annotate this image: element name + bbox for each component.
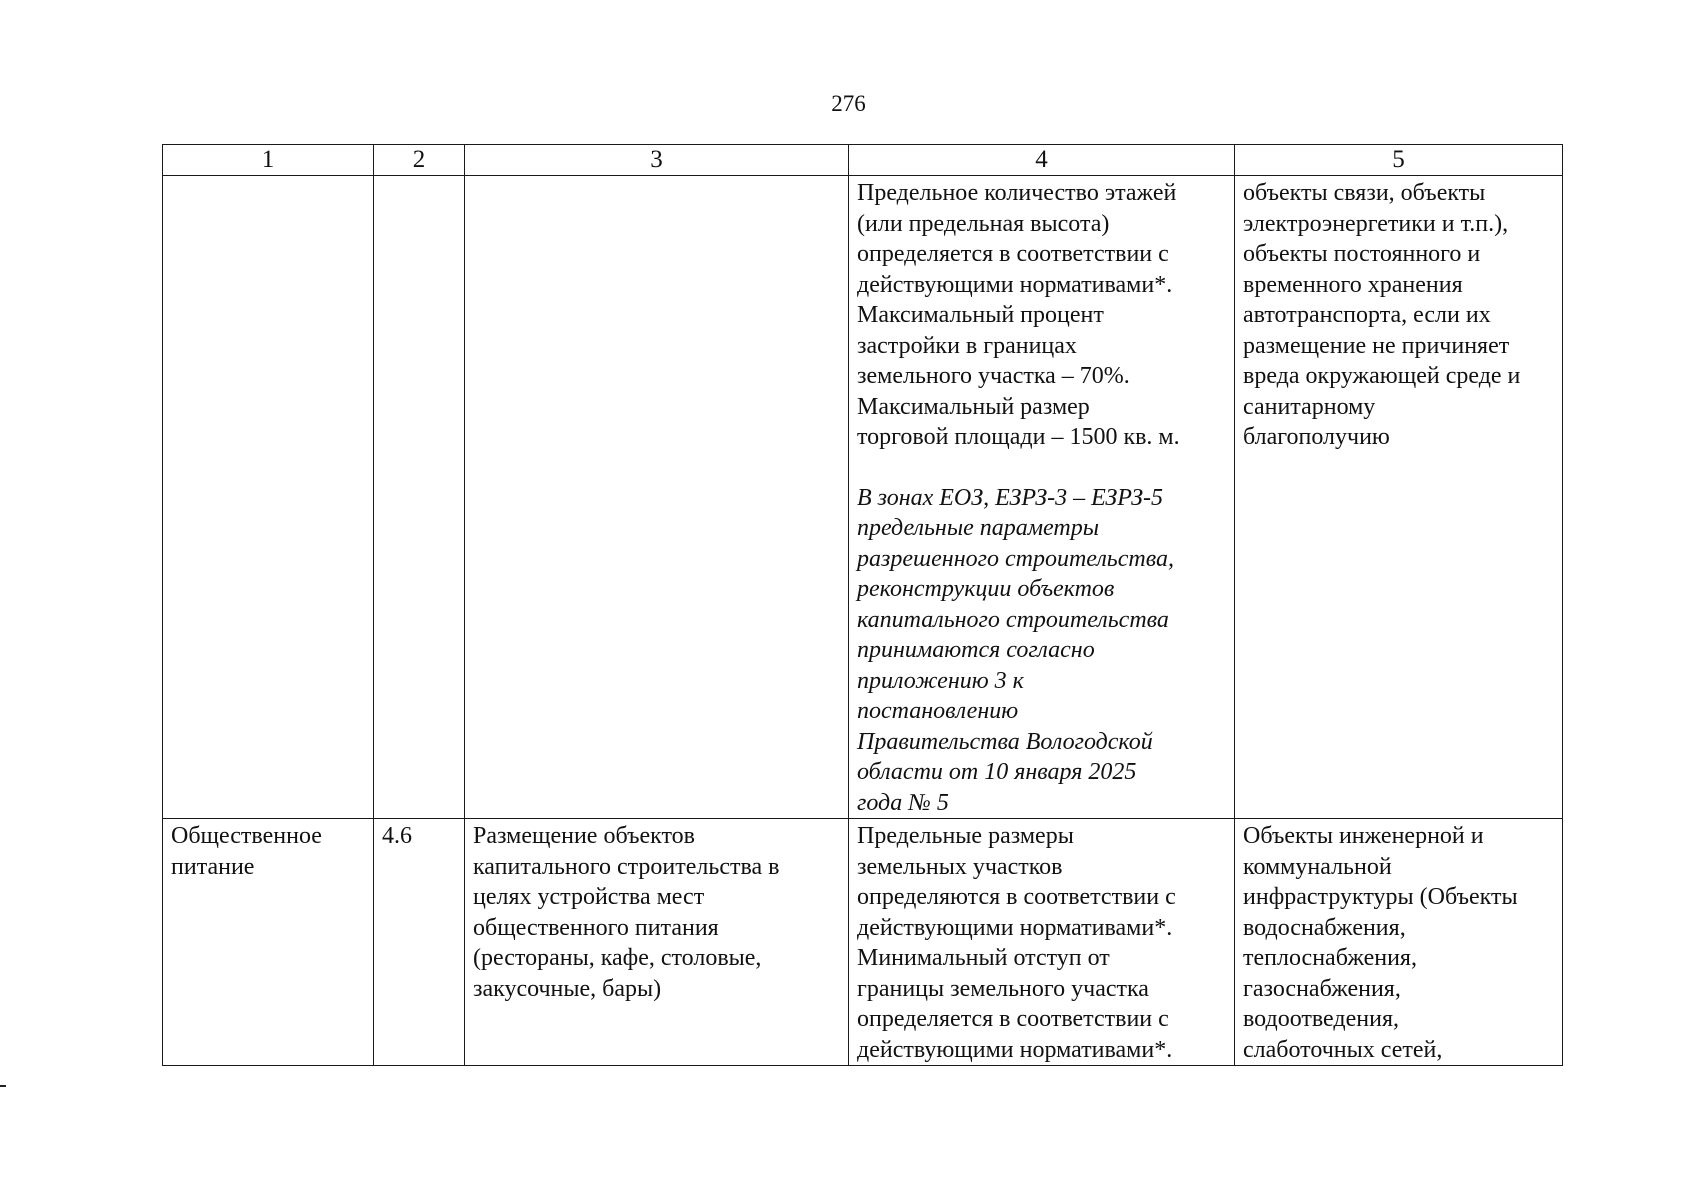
column-header-4: 4 [849,145,1235,176]
cell-auxiliary-uses: объекты связи, объекты электроэнергетики и т.п.), объекты постоянного и временного хранения автотранспорта, если их размещение не причиняет вреда окружающей среде и санитарному благополучию [1235,176,1563,819]
cell-description [465,176,849,819]
parameters-text: Предельное количество этажей (или предельная высота) определяется в соответствии с действующими нормативами*. Максимальный процент застройки в границах земельного участка – 70%. Максимальный размер торговой площади – 1500 кв. м. [857,180,1180,450]
cell-use-type: Общественное питание [163,819,374,1066]
cell-parameters: Предельные размеры земельных участков определяются в соответствии с действующими нормативами*. Минимальный отступ от границы земельного участка определяется в соответствии с действующими нормативами*. [849,819,1235,1066]
cell-description: Размещение объектов капитального строительства в целях устройства мест общественного питания (рестораны, кафе, столовые, закусочные, бары) [465,819,849,1066]
cell-auxiliary-uses: Объекты инженерной и коммунальной инфраструктуры (Объекты водоснабжения, теплоснабжения, газоснабжения, водоотведения, слаботочных сетей, [1235,819,1563,1066]
cell-parameters [849,176,1235,819]
column-header-2: 2 [374,145,465,176]
column-header-3: 3 [465,145,849,176]
column-header-5: 5 [1235,145,1563,176]
table-row [163,176,1563,819]
scan-margin-mark [0,1085,6,1087]
table-row [163,819,1563,1066]
zone-note: В зонах ЕОЗ, ЕЗРЗ-3 – ЕЗРЗ-5 предельные параметры разрешенного строительства, реконструкции объектов капитального строительства принимаются согласно приложению 3 к постановлению Правительства Вологодской области от 10 января 2025 года № 5 [857,484,1174,816]
cell-code [374,176,465,819]
column-header-1: 1 [163,145,374,176]
cell-use-type [163,176,374,819]
page-number: 276 [831,91,866,116]
table-header-row [163,145,1563,176]
zoning-table [162,144,1563,1066]
cell-code: 4.6 [374,819,465,1066]
